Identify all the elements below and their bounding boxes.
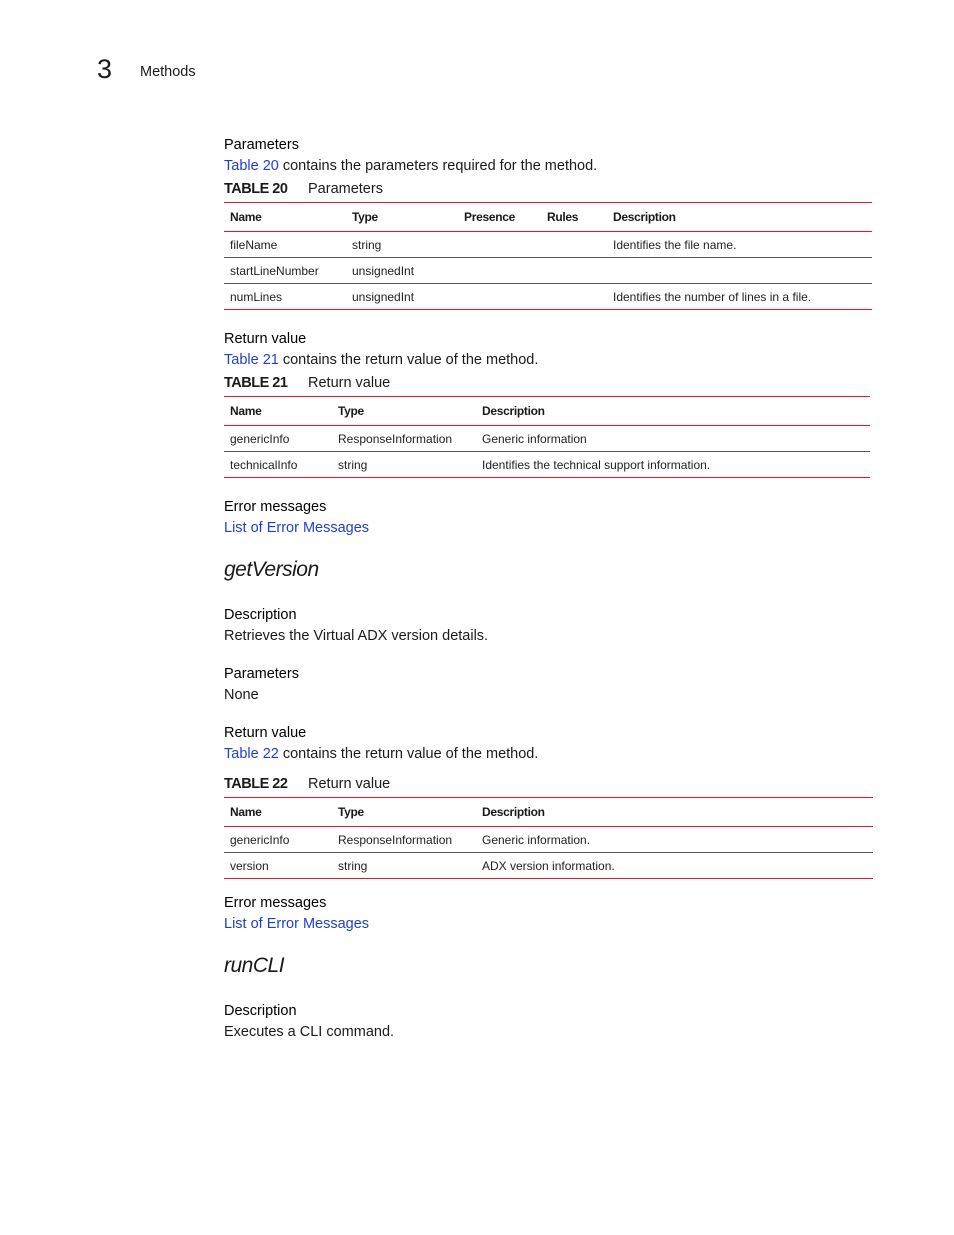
- table-cell: [607, 258, 872, 284]
- table-21-caption: [224, 374, 874, 392]
- getversion-return-value: [224, 723, 874, 879]
- table-cell: genericInfo: [230, 832, 290, 847]
- chapter-title: Methods: [140, 64, 196, 80]
- table-cell: genericInfo: [230, 431, 290, 446]
- table-row: [224, 426, 870, 452]
- table-21-title: Return value: [308, 375, 391, 391]
- table-cell: string: [338, 457, 368, 472]
- table-cell: version: [230, 858, 269, 873]
- table-20: [224, 202, 872, 310]
- col-header: Name: [230, 404, 262, 418]
- chapter-number: 3: [97, 54, 113, 84]
- return-value-intro-text: contains the return value of the method.: [278, 352, 539, 368]
- table-22: [224, 797, 873, 879]
- table-row: [224, 853, 873, 879]
- table-header-row: [224, 798, 873, 827]
- table-21: [224, 396, 870, 478]
- table-row: [224, 258, 872, 284]
- table-cell: numLines: [230, 289, 283, 304]
- table-22-label: TABLE 22: [224, 776, 288, 792]
- col-header: Rules: [547, 210, 579, 224]
- table-20-caption: [224, 180, 874, 198]
- description-text: Retrieves the Virtual ADX version details.: [224, 628, 489, 644]
- description-text: Executes a CLI command.: [224, 1024, 395, 1040]
- table-22-title: Return value: [308, 776, 391, 792]
- table-header-row: [224, 203, 872, 232]
- table-cell: ResponseInformation: [338, 832, 453, 847]
- table-cell: Generic information.: [482, 832, 591, 847]
- table-20-link[interactable]: Table 20: [224, 158, 279, 174]
- table-cell: ResponseInformation: [338, 431, 453, 446]
- table-cell: string: [338, 858, 368, 873]
- table-cell: Identifies the technical support information.: [482, 457, 711, 472]
- table-header-row: [224, 397, 870, 426]
- table-cell: string: [352, 237, 382, 252]
- description-heading: Description: [224, 607, 297, 623]
- table-cell: Generic information: [482, 431, 587, 446]
- runcli-description: [224, 1001, 874, 1042]
- col-header: Description: [613, 210, 676, 224]
- table-22-link[interactable]: Table 22: [224, 746, 279, 762]
- col-header: Type: [338, 404, 364, 418]
- getversion-title: getVersion: [224, 558, 319, 581]
- col-header: Name: [230, 805, 262, 819]
- col-header: Description: [482, 805, 545, 819]
- section-parameters: [224, 135, 874, 310]
- table-row: [224, 232, 872, 258]
- section-error-messages: [224, 497, 874, 538]
- table-cell: Identifies the number of lines in a file.: [613, 289, 812, 304]
- section-getversion: [224, 557, 874, 583]
- table-cell: unsignedInt: [352, 289, 415, 304]
- error-messages-line: [224, 914, 874, 934]
- table-row: [224, 452, 870, 478]
- parameters-heading: Parameters: [224, 137, 299, 153]
- description-heading: Description: [224, 1003, 297, 1019]
- return-value-intro: [224, 350, 874, 370]
- table-cell: Identifies the file name.: [613, 237, 737, 252]
- getversion-parameters: [224, 664, 874, 705]
- table-cell: unsignedInt: [352, 263, 415, 278]
- col-header: Name: [230, 210, 262, 224]
- table-21-label: TABLE 21: [224, 375, 288, 391]
- table-20-title: Parameters: [308, 181, 383, 197]
- parameters-heading: Parameters: [224, 666, 299, 682]
- table-cell: [541, 284, 607, 310]
- section-return-value: [224, 329, 874, 478]
- table-cell: [541, 232, 607, 258]
- table-cell: technicalInfo: [230, 457, 298, 472]
- getversion-error-messages: [224, 893, 874, 934]
- col-header: Description: [482, 404, 545, 418]
- table-row: [224, 827, 873, 853]
- table-cell: [458, 284, 541, 310]
- table-cell: ADX version information.: [482, 858, 615, 873]
- return-value-intro: [224, 744, 874, 764]
- table-cell: [541, 258, 607, 284]
- col-header: Presence: [464, 210, 515, 224]
- section-runcli: [224, 953, 874, 979]
- table-cell: startLineNumber: [230, 263, 319, 278]
- table-cell: [458, 232, 541, 258]
- table-22-caption: [224, 775, 874, 793]
- error-messages-line: [224, 518, 874, 538]
- col-header: Type: [338, 805, 364, 819]
- parameters-intro-text: contains the parameters required for the method.: [278, 158, 598, 174]
- col-header: Type: [352, 210, 378, 224]
- error-messages-link[interactable]: List of Error Messages: [224, 916, 370, 932]
- table-cell: fileName: [230, 237, 278, 252]
- parameters-intro: [224, 156, 874, 176]
- error-messages-heading: Error messages: [224, 499, 327, 515]
- runcli-title: runCLI: [224, 954, 285, 977]
- return-value-heading: Return value: [224, 331, 307, 347]
- table-row: [224, 284, 872, 310]
- getversion-description: [224, 605, 874, 646]
- return-value-intro-text: contains the return value of the method.: [278, 746, 539, 762]
- error-messages-link[interactable]: List of Error Messages: [224, 520, 370, 536]
- table-21-link[interactable]: Table 21: [224, 352, 279, 368]
- parameters-text: None: [224, 687, 259, 703]
- table-20-label: TABLE 20: [224, 181, 288, 197]
- return-value-heading: Return value: [224, 725, 307, 741]
- error-messages-heading: Error messages: [224, 895, 327, 911]
- table-cell: [458, 258, 541, 284]
